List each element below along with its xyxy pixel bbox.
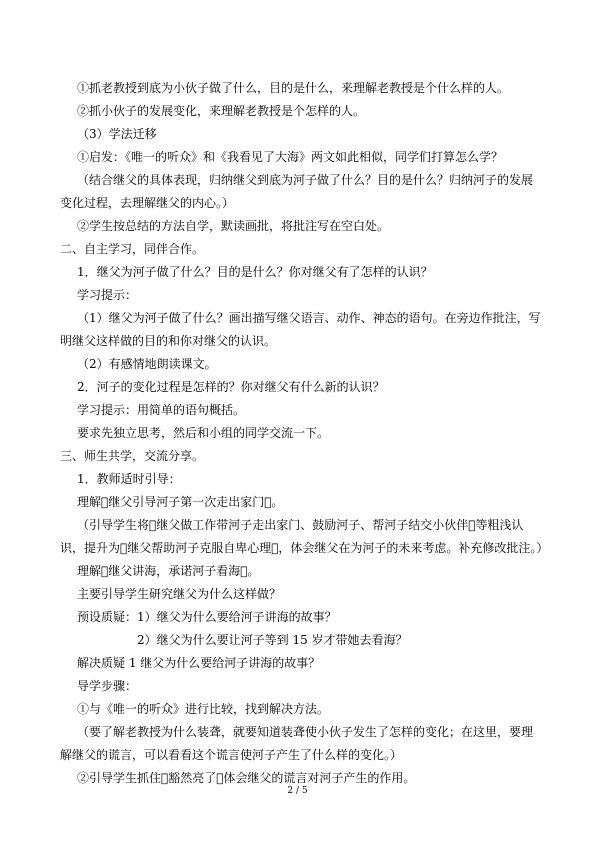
text-line: 识，提升为 继父帮助河子克服自卑心理 ，体会继父在为河子的未来考虑。补充修改批注。） xyxy=(60,541,549,555)
text-line: （2）有感情地朗读课文。 xyxy=(77,357,217,371)
text-line: 学习提示： xyxy=(77,288,138,302)
text-line: 导学步骤： xyxy=(77,679,138,693)
text-line: 1．教师适时引导： xyxy=(77,472,181,486)
text-line: 变化过程，去理解继父的内心。） xyxy=(60,196,235,210)
text-line: （结合继父的具体表现，归纳继父到底为河子做了什么？目的是什么？归纳河子的发展 xyxy=(77,173,534,187)
text-line: 理解 继父引导河子第一次走出家门 。 xyxy=(77,495,284,509)
text-line: （要了解老教授为什么装聋，就要知道装聋使小伙子发生了怎样的变化；在这里，要理 xyxy=(77,725,534,739)
section-heading: 二、自主学习，同伴合作。 xyxy=(60,242,205,256)
text-line: 明继父这样做的目的和你对继父的认识。 xyxy=(60,334,277,348)
text-line: 1．继父为河子做了什么？目的是什么？你对继父有了怎样的认识？ xyxy=(77,265,433,279)
page-number: 2 / 5 xyxy=(287,786,308,796)
text-line: 2．河子的变化过程是怎样的？你对继父有什么新的认识？ xyxy=(77,380,385,394)
text-line: 2）继父为什么要让河子等到 15 岁才带她去看海？ xyxy=(137,633,408,647)
text-line: （引导学生将 继父做工作带河子走出家门、鼓励河子、帮河子结交小伙伴 等粗浅认 xyxy=(77,518,524,532)
text-line: （1）继父为河子做了什么？画出描写继父语言、动作、神态的语句。在旁边作批注，写 xyxy=(77,311,541,325)
text-line: 解继父的谎言，可以看看这个谎言使河子产生了什么样的变化。） xyxy=(60,748,403,762)
text-line: 学习提示：用简单的语句概括。 xyxy=(77,403,246,417)
text-line: ①启发：《唯一的听众》和《我看见了大海》两文如此相似，同学们打算怎么学？ xyxy=(77,150,504,164)
text-line: 预设质疑：1）继父为什么要给河子讲海的故事？ xyxy=(77,610,337,624)
text-line: ①与《唯一的听众》进行比较，找到解决方法。 xyxy=(77,702,330,716)
text-line: ①抓老教授到底为小伙子做了什么，目的是什么，来理解老教授是个什么样的人。 xyxy=(77,81,510,95)
text-line: （3）学法迁移 xyxy=(77,127,157,141)
text-line: 主要引导学生研究继父为什么这样做？ xyxy=(77,587,282,601)
text-line: 解决质疑 1 继父为什么要给河子讲海的故事？ xyxy=(77,656,321,670)
text-line: 要求先独立思考，然后和小组的同学交流一下。 xyxy=(77,426,330,440)
text-line: ②抓小伙子的发展变化，来理解老教授是个怎样的人。 xyxy=(77,104,366,118)
section-heading: 三、师生共学，交流分享。 xyxy=(60,449,205,463)
text-line: ②引导学生抓住 豁然亮了 体会继父的谎言对河子产生的作用。 xyxy=(77,771,416,785)
text-line: 理解 继父讲海，承诺河子看海 。 xyxy=(77,564,260,578)
text-line: ②学生按总结的方法自学，默读画批，将批注写在空白处。 xyxy=(77,219,390,233)
